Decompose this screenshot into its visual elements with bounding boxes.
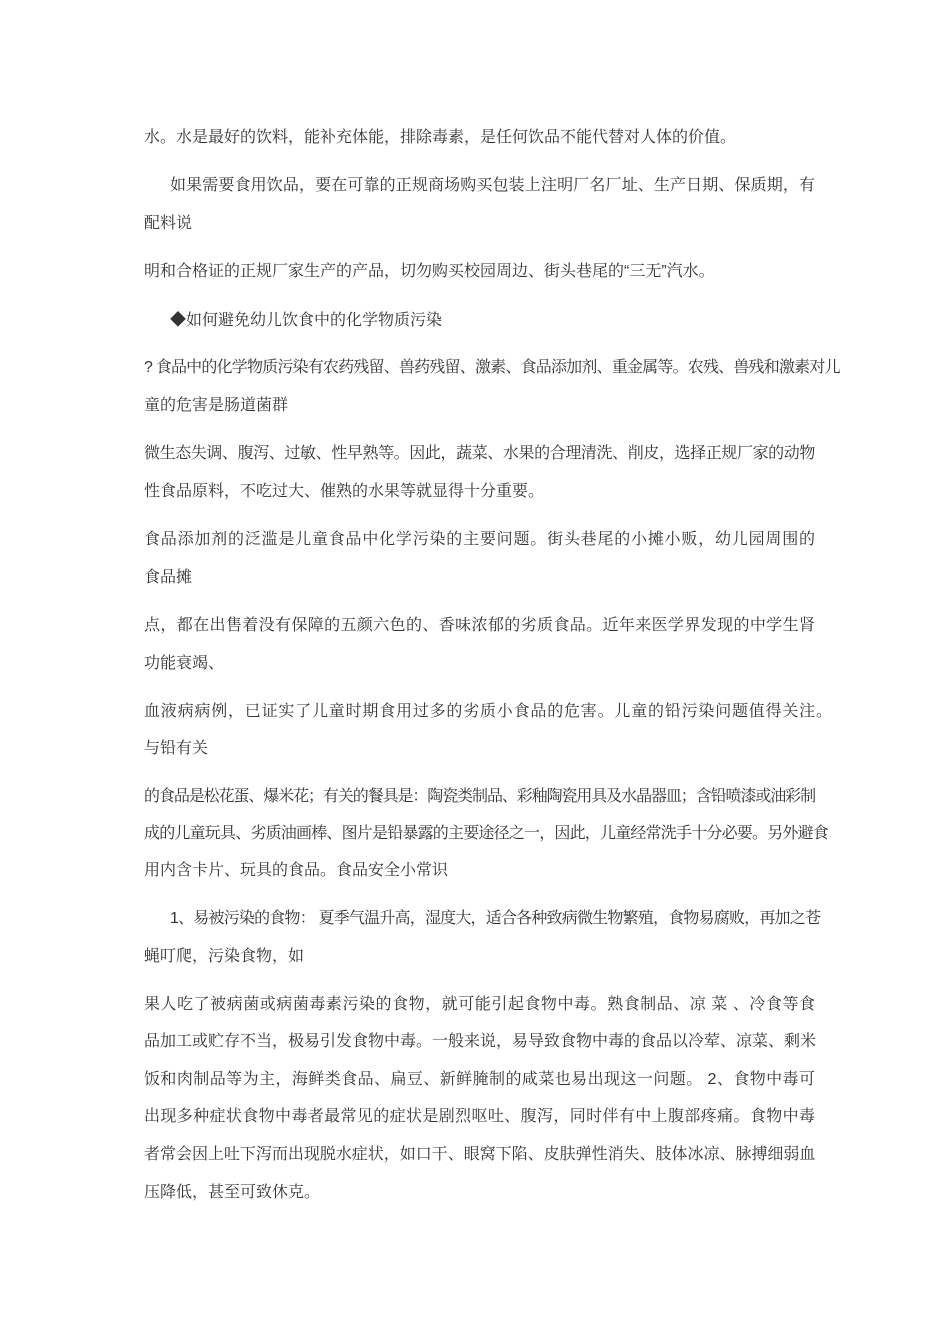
text-line: 的食品是松花蛋、爆米花；有关的餐具是：陶瓷类制品、彩釉陶瓷用具及水晶器皿；含铅喷漆或油彩制 — [144, 788, 815, 805]
text-line: 1、易被污染的食物： 夏季气温升高，湿度大，适合各种致病微生物繁殖，食物易腐败，再加之苍 — [170, 910, 821, 927]
text-line: 水。水是最好的饮料，能补充体能，排除毒素，是任何饮品不能代替对人体的价值。 — [144, 129, 737, 146]
text-line: 蝇叮爬，污染食物，如 — [144, 948, 305, 965]
text-line: 食品添加剂的泛滥是儿童食品中化学污染的主要问题。街头巷尾的小摊小贩，幼儿园周围的 — [144, 531, 815, 548]
text-line: 功能衰竭、 — [144, 655, 225, 672]
text-line: 者常会因上吐下泻而出现脱水症状，如口干、眼窝下陷、皮肤弹性消失、肢体冰凉、脉搏细弱血 — [144, 1146, 815, 1163]
text-line: 成的儿童玩具、劣质油画棒、图片是铅暴露的主要途径之一，因此，儿童经常洗手十分必要。另外避食 — [144, 825, 829, 842]
text-line: 用内含卡片、玩具的食品。食品安全小常识 — [144, 862, 449, 879]
text-line: 明和合格证的正规厂家生产的产品，切勿购买校园周边、街头巷尾的“三无”汽水。 — [144, 263, 715, 280]
text-line: 如果需要食用饮品，要在可靠的正规商场购买包装上注明厂名厂址、生产日期、保质期，有 — [170, 177, 815, 194]
text-line: 血液病病例，已证实了儿童时期食用过多的劣质小食品的危害。儿童的铅污染问题值得关注。 — [144, 703, 832, 720]
text-line: 出现多种症状食物中毒者最常见的症状是剧烈呕吐、腹泻，同时伴有中上腹部疼痛。食物中毒 — [144, 1108, 815, 1125]
text-line: ? 食品中的化学物质污染有农药残留、兽药残留、激素、食品添加剂、重金属等。农残、兽残和激素对儿 — [144, 359, 840, 376]
text-line: 童的危害是肠道菌群 — [144, 397, 289, 414]
text-line: 微生态失调、腹泻、过敏、性早熟等。因此，蔬菜、水果的合理清洗、削皮，选择正规厂家的动物 — [144, 445, 815, 462]
text-line: 点，都在出售着没有保障的五颜六色的、香味浓郁的劣质食品。近年来医学界发现的中学生肾 — [144, 617, 815, 634]
text-line: 食品摊 — [144, 569, 193, 586]
section-heading: ◆如何避免幼儿饮食中的化学物质污染 — [170, 312, 443, 329]
text-line: 品加工或贮存不当，极易引发食物中毒。一般来说，易导致食物中毒的食品以冷荤、凉菜、剩米 — [144, 1033, 817, 1050]
text-line: 与铅有关 — [144, 740, 209, 757]
text-line: 饭和肉制品等为主，海鲜类食品、扁豆、新鲜腌制的咸菜也易出现这一问题。 2、食物中毒可 — [144, 1071, 815, 1088]
text-line: 压降低，甚至可致休克。 — [144, 1184, 321, 1201]
text-line: 性食品原料，不吃过大、催熟的水果等就显得十分重要。 — [144, 483, 545, 500]
text-line: 配料说 — [144, 215, 193, 232]
text-line: 果人吃了被病菌或病菌毒素污染的食物，就可能引起食物中毒。熟食制品、凉 菜 、冷食等食 — [144, 996, 815, 1013]
